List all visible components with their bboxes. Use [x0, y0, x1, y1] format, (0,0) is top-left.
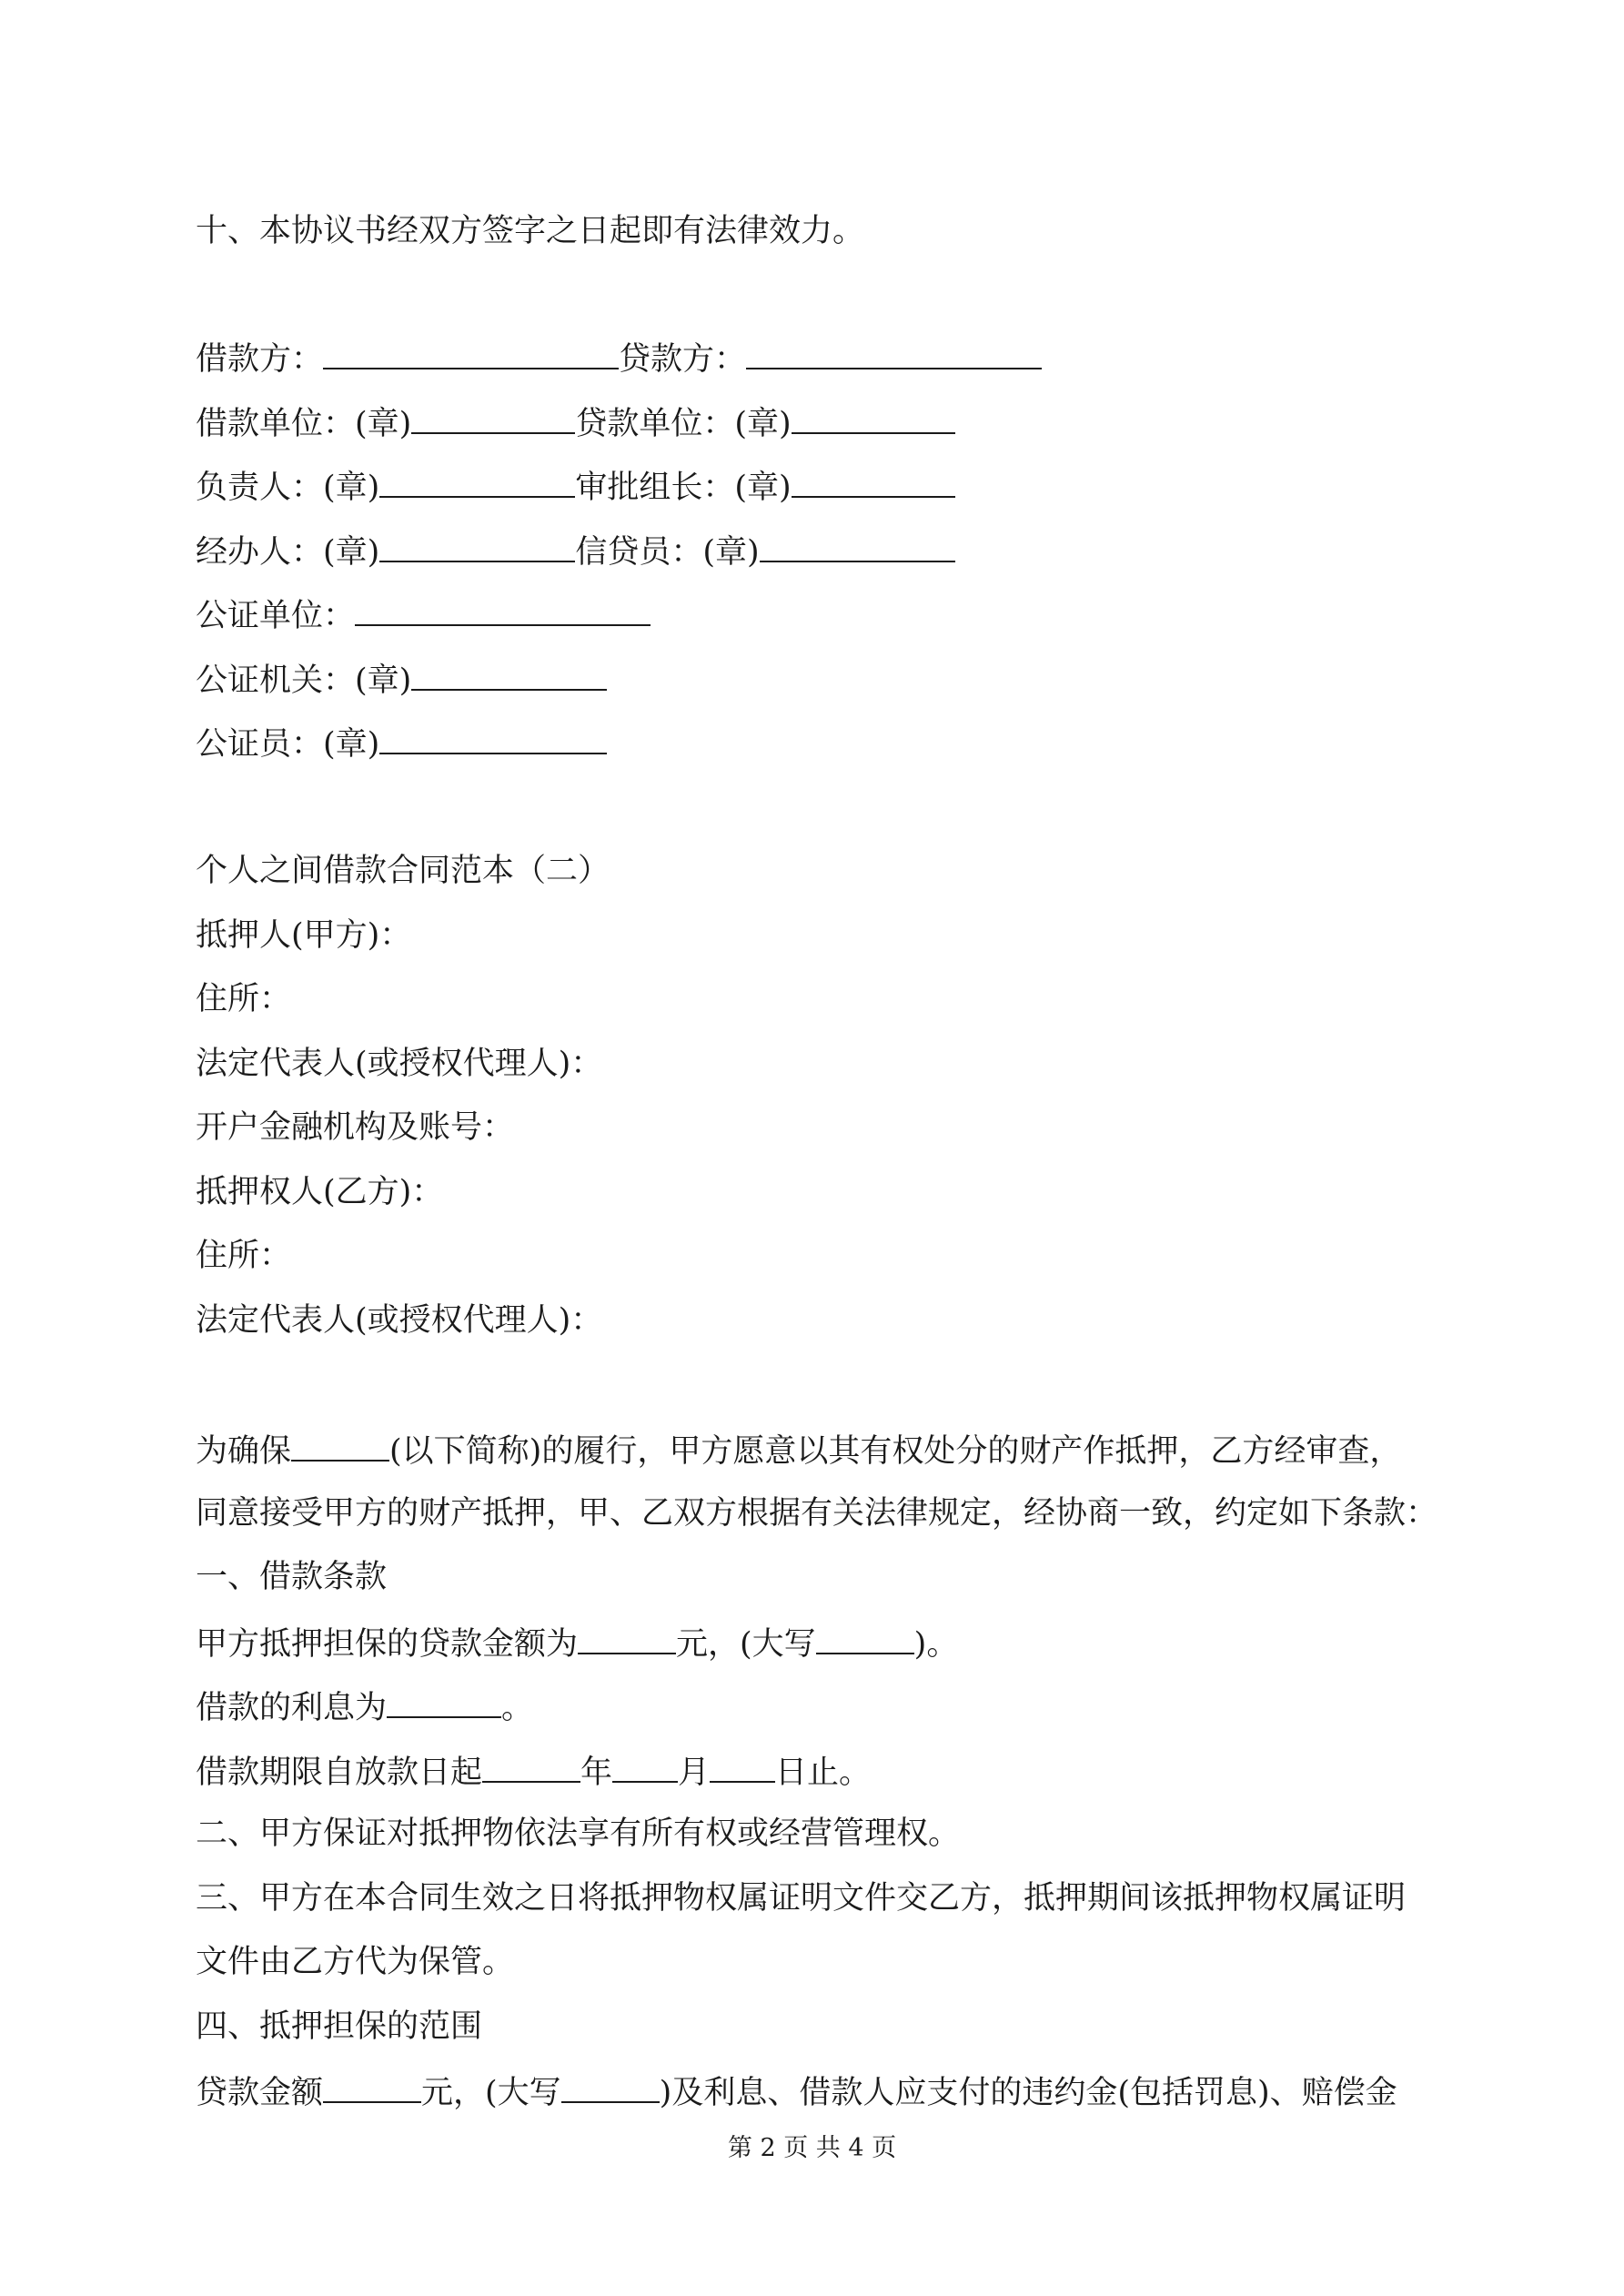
address-label: 住所：: [196, 1238, 292, 1274]
signature-notary-office: 公证机关：(章): [196, 658, 607, 701]
preamble-line-2: 同意接受甲方的财产抵押，甲、乙双方根据有关法律规定，经协商一致，约定如下条款：: [196, 1495, 1438, 1532]
signature-borrower-lender: 借款方： 贷款方：: [196, 337, 1042, 379]
blank-line: [710, 1750, 775, 1783]
article-two: 二、甲方保证对抵押物依法享有所有权或经营管理权。: [196, 1816, 961, 1852]
blank-line: [760, 530, 955, 562]
blank-line: [561, 2070, 660, 2103]
bank-account-label: 开户金融机构及账号：: [196, 1109, 515, 1146]
article-three-line-2: 文件由乙方代为保管。: [196, 1944, 515, 1980]
preamble-line-1: 为确保 (以下简称)的履行，甲方愿意以其有权处分的财产作抵押，乙方经审查，: [196, 1429, 1401, 1472]
loan-amount-line: 甲方抵押担保的贷款金额为 元，(大写 )。: [196, 1622, 958, 1664]
loan-term-line: 借款期限自放款日起 年 月 日止。: [196, 1750, 871, 1793]
legal-representative-label: 法定代表人(或授权代理人)：: [196, 1302, 603, 1339]
article-three-line-1: 三、甲方在本合同生效之日将抵押物权属证明文件交乙方，抵押期间该抵押物权属证明: [196, 1880, 1407, 1917]
blank-line: [323, 2070, 421, 2103]
blank-line: [411, 401, 575, 434]
blank-line: [291, 1429, 389, 1462]
blank-line: [482, 1750, 580, 1783]
mortgagor-label: 抵押人(甲方)：: [196, 917, 412, 954]
interest-line: 借款的利息为 。: [196, 1685, 533, 1728]
blank-line: [792, 465, 955, 498]
legal-representative-label: 法定代表人(或授权代理人)：: [196, 1046, 603, 1082]
blank-line: [612, 1750, 678, 1783]
article-four-heading: 四、抵押担保的范围: [196, 2008, 483, 2045]
blank-line: [379, 465, 575, 498]
signature-units: 借款单位：(章) 贷款单位：(章): [196, 401, 955, 444]
address-label: 住所：: [196, 981, 292, 1017]
blank-line: [379, 530, 575, 562]
blank-line: [816, 1622, 914, 1654]
blank-line: [323, 337, 619, 369]
article-four-scope-line: 贷款金额 元，(大写 )及利息、借款人应支付的违约金(包括罚息)、赔偿金: [196, 2070, 1397, 2113]
signature-notary-unit: 公证单位：: [196, 593, 651, 636]
blank-line: [746, 337, 1042, 369]
signature-notary: 公证员：(章): [196, 722, 607, 764]
contract-title: 个人之间借款合同范本（二）: [196, 853, 610, 889]
blank-line: [792, 401, 955, 434]
article-one-heading: 一、借款条款: [196, 1559, 388, 1595]
blank-line: [387, 1685, 501, 1718]
signature-handler-credit: 经办人：(章) 信贷员：(章): [196, 530, 955, 572]
signature-responsible-approval: 负责人：(章) 审批组长：(章): [196, 465, 955, 508]
clause-ten: 十、本协议书经双方签字之日起即有法律效力。: [196, 213, 865, 249]
blank-line: [379, 722, 607, 754]
mortgagee-label: 抵押权人(乙方)：: [196, 1174, 444, 1210]
blank-line: [578, 1622, 676, 1654]
blank-line: [411, 658, 607, 691]
blank-line: [355, 593, 651, 626]
page-footer: 第 2 页 共 4 页: [727, 2134, 897, 2162]
